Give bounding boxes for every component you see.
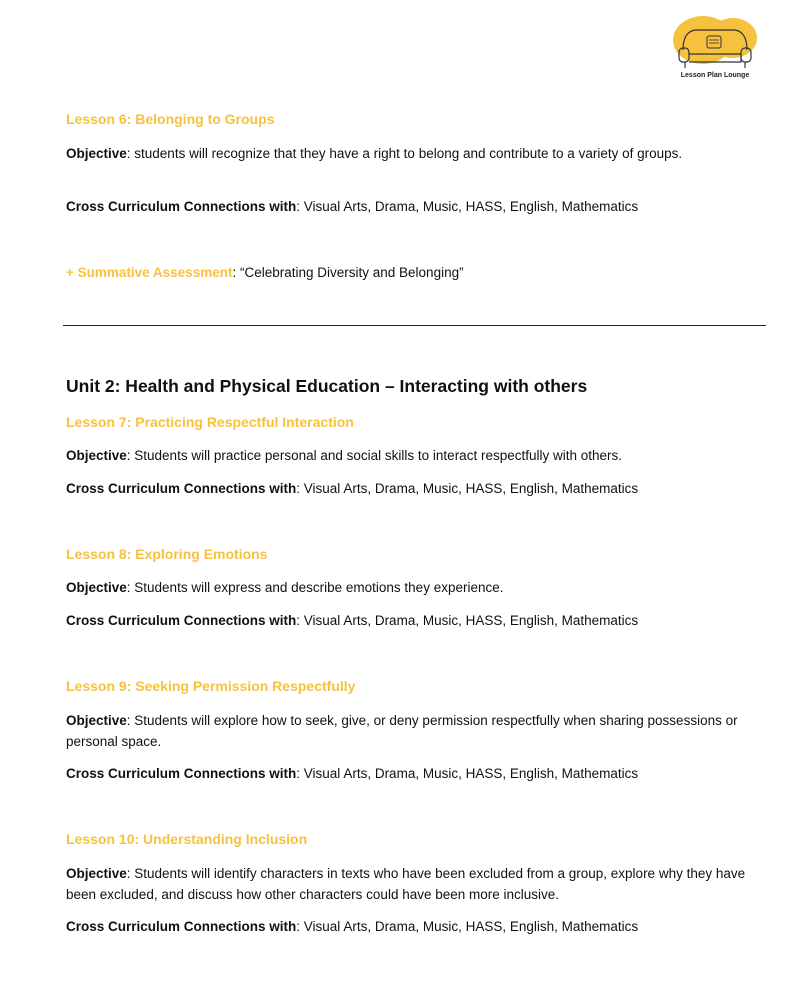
- summative-assessment: + Summative Assessment: “Celebrating Diversity and Belonging”: [66, 265, 464, 280]
- unit-2-title: Unit 2: Health and Physical Education – Interacting with others: [66, 376, 588, 396]
- lesson-10-objective: Objective: Students will identify characters in texts who have been excluded from a group, explore why they have been excluded, and discuss how other characters could have been more inclusive.: [66, 866, 746, 902]
- lesson-7-connections: Cross Curriculum Connections with: Visual Arts, Drama, Music, HASS, English, Mathematics: [66, 481, 639, 496]
- lesson-9-connections: Cross Curriculum Connections with: Visual Arts, Drama, Music, HASS, English, Mathematics: [66, 766, 639, 781]
- section-divider: [63, 325, 766, 326]
- logo-text: Lesson Plan Lounge: [680, 72, 750, 79]
- lesson-6-title: Lesson 6: Belonging to Groups: [66, 111, 275, 127]
- lesson-7-title: Lesson 7: Practicing Respectful Interaction: [66, 414, 354, 430]
- lesson-10-connections: Cross Curriculum Connections with: Visual Arts, Drama, Music, HASS, English, Mathematics: [66, 919, 639, 934]
- lesson-8-title: Lesson 8: Exploring Emotions: [66, 546, 268, 562]
- lesson-10-title: Lesson 10: Understanding Inclusion: [66, 831, 308, 847]
- lesson-8-connections: Cross Curriculum Connections with: Visual Arts, Drama, Music, HASS, English, Mathematics: [66, 613, 639, 628]
- lesson-9-objective: Objective: Students will explore how to seek, give, or deny permission respectfully when sharing possessions or personal space.: [66, 713, 738, 749]
- lesson-6-connections: Cross Curriculum Connections with: Visual Arts, Drama, Music, HASS, English, Mathematics: [66, 199, 639, 214]
- lesson-9-title: Lesson 9: Seeking Permission Respectfully: [66, 678, 356, 694]
- lesson-7-objective: Objective: Students will practice personal and social skills to interact respectfully with others.: [66, 448, 623, 463]
- lesson-6-objective: Objective: students will recognize that they have a right to belong and contribute to a variety of groups.: [66, 146, 683, 161]
- lesson-8-objective: Objective: Students will express and describe emotions they experience.: [66, 580, 504, 595]
